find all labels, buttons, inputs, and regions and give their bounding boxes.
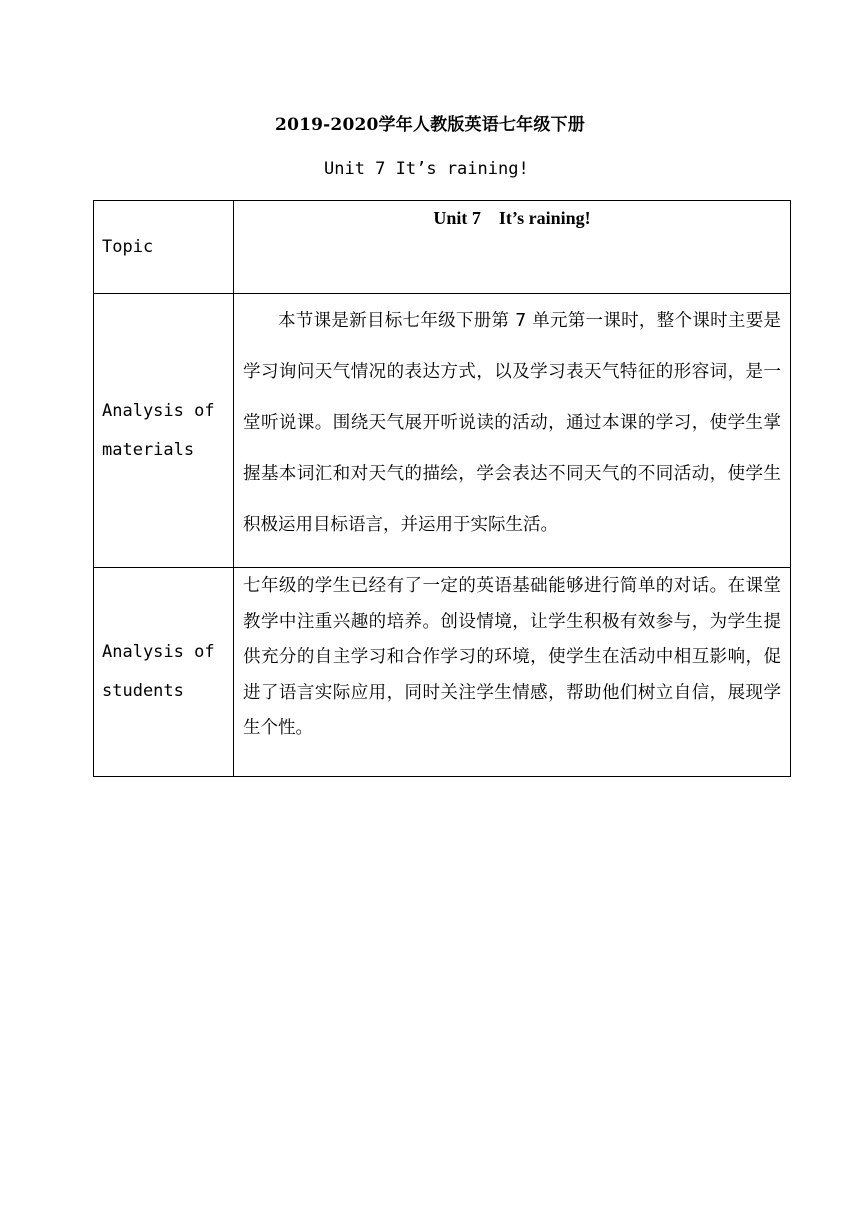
table-row-topic [94,201,791,294]
row-content-topic [234,201,791,294]
document-subtitle: Unit 7 It’s raining! [324,159,529,179]
row-label-topic [94,201,234,294]
row-label-line: Analysis of [102,400,215,421]
row-label-line: Analysis of [102,642,215,662]
row-content-analysis-of-students [234,568,791,777]
row-label-analysis-of-materials [94,294,234,568]
document-title: 2019-2020学年人教版英语七年级下册 [275,115,585,135]
row-label-line: materials [102,439,195,460]
row-label-line: students [102,681,184,701]
row-label-analysis-of-students [94,568,234,777]
materials-paragraph: 本节课是新目标七年级下册第 7 单元第一课时，整个课时主要是学习询问天气情况的表达方式，以及学习表天气特征的形容词，是一堂听说课。围绕天气展开听说读的活动，通过本课的学习，使学生掌握基本词汇和对天气的描绘，学会表达不同天气的不同活动，使学生积极运用目标语言，并运用于实际生活。 [243,311,781,535]
topic-value: Unit 7 It’s raining! [433,208,591,228]
row-content-analysis-of-materials [234,294,791,568]
table-row-analysis-of-materials [94,294,791,568]
table-row-analysis-of-students [94,568,791,777]
students-paragraph: 七年级的学生已经有了一定的英语基础能够进行简单的对话。在课堂教学中注重兴趣的培养。创设情境，让学生积极有效参与，为学生提供充分的自主学习和合作学习的环境，使学生在活动中相互影响，促进了语言实际应用，同时关注学生情感，帮助他们树立自信，展现学生个性。 [243,576,781,738]
row-label-line: Topic [102,236,154,257]
lesson-plan-table [93,200,791,777]
